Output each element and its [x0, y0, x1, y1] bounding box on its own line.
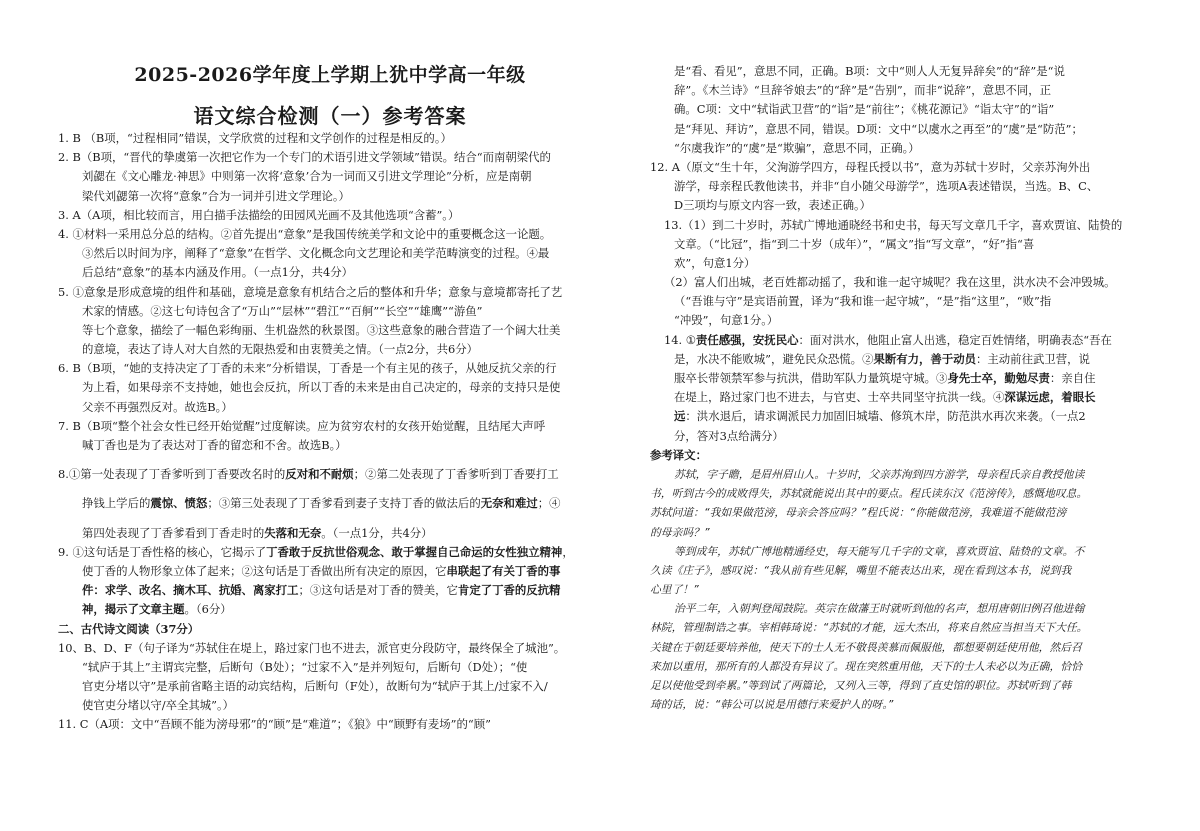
body-text: 10、B、D、F（句子译为“苏轼住在堤上，路过家门也不进去，派官吏分段防守，最终保全了城池”。 — [58, 640, 566, 655]
text-line — [650, 62, 1160, 81]
text-line — [58, 715, 598, 734]
body-text: ：洪水退后，请求调派民力加固旧城墙、修筑木岸，防范洪水再次来袭。（一点2 — [685, 409, 1086, 424]
text-line — [58, 187, 598, 206]
text-line — [650, 523, 1160, 542]
emphasis-text: 责任感强，安抚民心 — [695, 332, 799, 347]
text-line — [58, 417, 598, 436]
emphasis-text: 震惊、愤怒 — [150, 496, 208, 511]
body-text: “轼庐于其上”主谓宾完整，后断句（B处）；“过家不入”是并列短句，后断句（D处）；“使 — [82, 659, 528, 674]
body-text: 刘勰在《文心雕龙·神思》中则第一次将‘意象’合为一词而又引进文学理论”分析，应是南朝 — [82, 169, 532, 184]
emphasis-text: 远 — [674, 409, 686, 424]
text-line — [58, 600, 598, 619]
body-text: 久读《庄子》，感叹说：“我从前有些见解，嘴里不能表达出来，现在看到这本书，说到我 — [650, 563, 1072, 577]
body-text: 欢”，句意1分） — [674, 255, 756, 270]
body-text: 13.（1）到二十岁时，苏轼广博地通晓经书和史书，每天写文章几千字，喜欢贾谊、陆贽的 — [664, 217, 1123, 232]
text-line — [650, 120, 1160, 139]
text-line — [650, 599, 1160, 618]
body-text: 的意境，表达了诗人对大自然的无限热爱和由衷赞美之情。（一点2分，共6分） — [82, 342, 479, 357]
emphasis-text: 身先士卒，勤勉尽责 — [947, 371, 1050, 385]
text-line — [650, 618, 1160, 637]
body-text: 。（一点1分，共4分） — [321, 525, 433, 540]
text-line — [58, 581, 598, 600]
text-line — [58, 263, 598, 282]
text-line — [650, 446, 1160, 465]
text-line — [650, 254, 1160, 273]
body-text: 琦的话，说：“韩公可以说是用德行来爱护人的呀。” — [650, 698, 894, 712]
body-text: ；③这句话是对丁香的赞美，它 — [298, 583, 458, 598]
text-line — [58, 696, 598, 715]
text-line — [58, 620, 598, 639]
body-text: （2）富人们出城，老百姓都动摇了，我和谁一起守城呢？我在这里，洪水决不会冲毁城。 — [664, 275, 1116, 290]
body-text: 6. B（B项，“她的支持决定了丁香的未来”分析错误，丁香是一个有主见的孩子，从她反抗父亲的行 — [58, 361, 557, 376]
text-line — [650, 676, 1160, 695]
text-line — [58, 465, 598, 484]
body-text: 足以使他受到牵累。”等到试了两篇论，又列入三等，得到了直史馆的职位。苏轼听到了韩 — [650, 679, 1072, 692]
body-text: ③然后以时间为序，阐释了“意象”在哲学、文化概念向文艺理论和美学范畴演变的过程。④最 — [82, 246, 550, 261]
body-text: 是“看、看见”，意思不同，正确。B项：文中“则人人无复异辞矣”的“辞”是“说 — [674, 64, 1065, 78]
body-text: 14. ① — [664, 332, 696, 347]
body-text: ：亲自住 — [1049, 371, 1096, 385]
text-line — [650, 292, 1160, 311]
emphasis-text: 二、古代诗文阅读（37分） — [58, 621, 200, 636]
emphasis-text: 失落和无奈 — [264, 525, 322, 540]
text-line — [58, 340, 598, 359]
body-text: 服卒长带领禁军参与抗洪，借助军队力量筑堤守城。③ — [674, 371, 948, 385]
text-line — [58, 321, 598, 340]
text-line — [58, 524, 598, 543]
body-text: 喊丁香也是为了表达对丁香的留恋和不舍。故选B。） — [82, 438, 347, 452]
text-line — [650, 235, 1160, 254]
text-line — [58, 302, 598, 321]
body-text: 8.①第一处表现了丁香爹听到丁香要改名时的 — [58, 467, 286, 482]
body-text: ：面对洪水，他阻止富人出逃，稳定百姓情绪，明确表态“吾在 — [798, 332, 1112, 347]
text-line — [58, 225, 598, 244]
text-line — [650, 311, 1160, 330]
text-line — [650, 561, 1160, 580]
body-text: 。（6分） — [184, 602, 232, 617]
body-text: 12. A（原文“生十年，父洵游学四方，母程氏授以书”，意为苏轼十岁时，父亲苏洵外出 — [650, 159, 1091, 174]
body-text: 心里了！” — [650, 583, 699, 597]
body-text: 等到成年，苏轼广博地精通经史，每天能写几千字的文章，喜欢贾谊、陆贽的文章。不 — [674, 544, 1085, 558]
text-line — [58, 398, 598, 417]
text-line — [650, 158, 1160, 177]
body-text: 5. ①意象是形成意境的组件和基础，意境是意象有机结合之后的整体和升华；意象与意境都寄托了艺 — [58, 284, 563, 299]
body-text: 3. A（A项，相比较而言，用白描手法描绘的田园风光画不及其他选项“含蓄”。） — [58, 207, 460, 222]
body-text: 确。C项：文中“轼诣武卫营”的“诣”是“前往”；《桃花源记》“诣太守”的“诣” — [674, 102, 1055, 117]
text-line — [58, 658, 598, 677]
text-line — [650, 369, 1160, 388]
right-column-text — [650, 62, 1160, 714]
text-line — [58, 543, 598, 562]
text-line — [650, 100, 1160, 119]
body-text: ， — [562, 544, 574, 559]
text-line — [650, 216, 1160, 235]
body-text: 游学，母亲程氏教他读书，并非“自小随父母游学”，选项A表述错误，当选。B、C、 — [674, 179, 1099, 194]
text-line — [650, 638, 1160, 657]
body-text: 使官吏分堵以守/卒全其城”。） — [82, 698, 235, 713]
body-text: 等七个意象，描绘了一幅色彩绚丽、生机盎然的秋景图。③这些意象的融合营造了一个阔大壮美 — [82, 322, 561, 337]
text-line — [650, 542, 1160, 561]
text-line — [650, 350, 1160, 369]
emphasis-text: 肯定了丁香的反抗精 — [457, 583, 561, 598]
text-line — [58, 378, 598, 397]
text-line — [650, 177, 1160, 196]
text-line — [650, 657, 1160, 676]
document-subtitle: 语文综合检测（一）参考答案 — [193, 104, 467, 128]
body-text: ；④ — [537, 496, 561, 511]
emphasis-text: 果断有力，善于动员 — [873, 351, 976, 366]
text-line — [58, 494, 598, 513]
text-line — [650, 427, 1160, 446]
text-line — [650, 139, 1160, 158]
emphasis-text: 丁香敢于反抗世俗观念、敢于掌握自己命运的女性独立精神 — [266, 544, 563, 559]
body-text: 4. ①材料一采用总分总的结构。②首先提出“意象”是我国传统美学和文论中的重要概念这一论题。 — [58, 226, 552, 241]
text-line — [650, 695, 1160, 714]
body-text: 书，听到古今的成败得失，苏轼就能说出其中的要点。程氏读东汉《范滂传》，感慨地叹息。 — [650, 487, 1088, 501]
text-line — [650, 81, 1160, 100]
body-text: 第四处表现了丁香爹看到丁香走时的 — [82, 525, 265, 540]
body-text: 7. B（B项“整个社会女性已经开始觉醒”过度解读。应为贫穷农村的女孩开始觉醒，且结尾大声呼 — [58, 418, 546, 433]
body-text: 术家的情感。②这七句诗包含了“万山”“层林”“碧江”“百舸”“长空”“雄鹰”“游鱼” — [82, 303, 483, 318]
emphasis-text: 神，揭示了文章主题 — [82, 602, 185, 617]
text-line — [58, 244, 598, 263]
text-line — [650, 580, 1160, 599]
body-text: 来加以重用，那所有的人都没有异议了。现在突然重用他，天下的士人未必以为正确，恰恰 — [650, 659, 1082, 673]
emphasis-text: 深谋远虑，着眼长 — [1004, 390, 1096, 405]
body-text: ；③第三处表现了丁香爹看到妻子支持丁香的做法后的 — [207, 496, 481, 511]
body-text: 官吏分堵以守”是承前省略主语的动宾结构，后断句（F处），故断句为“轼庐于其上/过家不入/ — [82, 679, 548, 694]
body-text: 1. B （B项，“过程相同”错误，文学欣赏的过程和文学创作的过程是相反的。） — [58, 131, 452, 145]
body-text: “冲毁”，句意1分。） — [674, 313, 779, 328]
emphasis-text: 串联起了有关丁香的事 — [446, 563, 561, 578]
text-line — [58, 677, 598, 696]
body-text: （“吾谁与守”是宾语前置，译为“我和谁一起守城”，“是”指“这里”，“败”指 — [674, 294, 1052, 309]
body-text: 治平二年，入朝判登闻鼓院。英宗在做藩王时就听到他的名声，想用唐朝旧例召他进翰 — [674, 602, 1085, 616]
text-line — [58, 562, 598, 581]
body-text: 为上看，如果母亲不支持她，她也会反抗，所以丁香的未来是由自己决定的，母亲的支持只是使 — [82, 380, 561, 395]
body-text: 11. C（A项：文中“吾顾不能为滂母邪”的“顾”是“难道”；《狼》中“顾野有麦场”的“顾” — [58, 717, 491, 732]
body-text: 梁代刘勰第一次将“意象”合为一词并引进文学理论。） — [82, 188, 350, 203]
text-line — [58, 206, 598, 225]
text-line — [650, 407, 1160, 426]
body-text: 挣钱上学后的 — [82, 496, 151, 511]
body-text: 是“拜见、拜访”，意思不同，错误。D项：文中“以虞水之再至”的“虞”是“防范”； — [674, 121, 1083, 136]
body-text: 分，答对3点给满分） — [674, 428, 784, 443]
body-text: 2. B（B项，“晋代的挚虞第一次把它作为一个专门的术语引进文学领域”错误。结合“而南朝梁代的 — [58, 150, 551, 165]
body-text: 苏轼，字子瞻，是眉州眉山人。十岁时，父亲苏洵到四方游学，母亲程氏亲自教授他读 — [674, 467, 1085, 481]
emphasis-text: 无奈和难过 — [480, 496, 538, 511]
left-column-text — [58, 129, 598, 735]
text-line — [650, 331, 1160, 350]
text-line — [58, 129, 598, 148]
body-text: 是，水决不能败城”，避免民众恐慌。② — [674, 351, 874, 366]
text-line — [650, 503, 1160, 522]
emphasis-text: 反对和不耐烦 — [285, 467, 354, 482]
body-text: 9. ①这句话是丁香性格的核心，它揭示了 — [58, 544, 267, 559]
emphasis-text: 件：求学、改名、摘木耳、抗婚、离家打工 — [82, 583, 299, 598]
body-text: “尔虞我诈”的“虞”是“欺骗”，意思不同，正确。） — [674, 140, 920, 155]
body-text: ；②第二处表现了丁香爹听到丁香要打工 — [353, 467, 559, 482]
text-line — [58, 436, 598, 455]
body-text: 苏轼问道：“我如果做范滂，母亲会答应吗？”程氏说：“你能做范滂，我难道不能做范滂 — [650, 506, 1067, 520]
body-text: D三项均与原文内容一致，表述正确。） — [674, 198, 872, 213]
document-title: 2025-2026学年度上学期上犹中学高一年级 — [134, 64, 526, 86]
text-line — [58, 639, 598, 658]
emphasis-text: 参考译文： — [650, 447, 707, 462]
body-text: 使丁香的人物形象立体了起来；②这句话是丁香做出所有决定的原因，它 — [82, 563, 447, 578]
body-text: 父亲不再强烈反对。故选B。） — [82, 399, 233, 414]
body-text: 关键在于朝廷要培养他，使天下的士人无不敬畏羡慕而佩服他，都想要朝廷使用他，然后召 — [650, 640, 1082, 654]
text-line — [650, 465, 1160, 484]
text-line — [58, 359, 598, 378]
body-text: 林院，管理制诰之事。宰相韩琦说：“苏轼的才能，远大杰出，将来自然应当担当天下大任。 — [650, 621, 1088, 635]
body-text: 文章。（“比冠”，指“到二十岁（成年）”，“属文”指“写文章”，“好”指“喜 — [674, 236, 1035, 251]
text-line — [58, 167, 598, 186]
body-text: 在堤上，路过家门也不进去，与官吏、士卒共同坚守抗洪一线。④ — [674, 390, 1005, 405]
text-line — [650, 196, 1160, 215]
text-line — [58, 283, 598, 302]
text-line — [650, 273, 1160, 292]
text-line — [650, 388, 1160, 407]
body-text: 的母亲吗？” — [650, 525, 710, 539]
body-text: 辞”。《木兰诗》“旦辞爷娘去”的“辞”是“告别”，而非“说辞”，意思不同，正 — [674, 83, 1052, 98]
body-text: ：主动前往武卫营，说 — [976, 351, 1090, 366]
text-line — [58, 148, 598, 167]
body-text: 后总结“意象”的基本内涵及作用。（一点1分，共4分） — [82, 265, 354, 280]
text-line — [650, 484, 1160, 503]
